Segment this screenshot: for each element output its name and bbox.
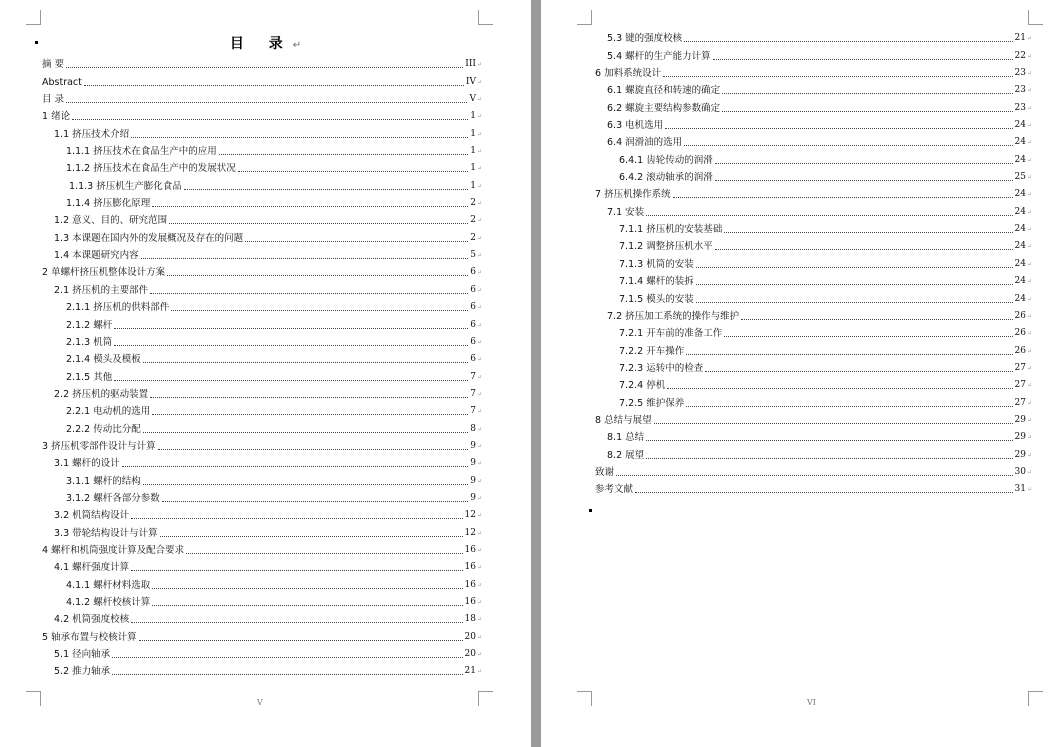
toc-entry[interactable]: [595, 62, 1032, 79]
toc-entry-page-number: 23 ↵: [1015, 103, 1032, 114]
toc-entry-label: 2.2.2 传动比分配: [66, 423, 141, 435]
toc-dot-leader: [696, 283, 1013, 285]
crop-mark-top-left: [26, 10, 41, 25]
toc-dot-leader: [143, 361, 469, 363]
toc-entry[interactable]: [42, 400, 482, 417]
toc-dot-leader: [654, 422, 1013, 424]
toc-dot-leader: [219, 153, 469, 155]
toc-entry-page-number: 1 ↵: [470, 129, 482, 140]
toc-entry-label: 2 单螺杆挤压机整体设计方案: [42, 267, 166, 279]
toc-entry-page-number: 6 ↵: [470, 267, 482, 278]
toc-entry-page-number: 7 ↵: [470, 389, 482, 400]
toc-entry[interactable]: [42, 53, 482, 70]
toc-dot-leader: [684, 40, 1012, 42]
page-number-footer: VI: [807, 698, 816, 707]
toc-entry[interactable]: [42, 487, 482, 504]
toc-entry-page-number: 2 ↵: [470, 233, 482, 244]
toc-entry[interactable]: [42, 625, 482, 642]
toc-entry-page-number: 16 ↵: [465, 597, 482, 608]
toc-entry-page-number: 21 ↵: [1015, 33, 1032, 44]
toc-dot-leader: [143, 483, 469, 485]
toc-entry-page-number: 16 ↵: [465, 545, 482, 556]
toc-entry-page-number: 22 ↵: [1015, 51, 1032, 62]
toc-entry-label: 1.1.1 挤压技术在食品生产中的应用: [66, 146, 217, 158]
toc-entry-page-number: IV ↵: [466, 77, 482, 88]
toc-entry-label: 3.1.1 螺杆的结构: [66, 475, 141, 487]
toc-entry-page-number: 9 ↵: [470, 458, 482, 469]
toc-entry[interactable]: [595, 44, 1032, 61]
toc-entry-page-number: 7 ↵: [470, 406, 482, 417]
toc-entry-page-number: 18 ↵: [465, 614, 482, 625]
toc-entry-label: 致谢: [595, 466, 615, 478]
toc-dot-leader: [646, 439, 1012, 441]
toc-entry-label: 3.3 带轮结构设计与计算: [54, 527, 158, 539]
toc-entry-label: 8.2 展望: [607, 449, 645, 461]
toc-entry-page-number: 24 ↵: [1015, 120, 1032, 131]
toc-dot-leader: [158, 448, 469, 450]
document-page-right: [541, 0, 1058, 747]
toc-entry-label: 7.2.3 运转中的检查: [619, 362, 704, 374]
toc-entry[interactable]: [42, 591, 482, 608]
toc-dot-leader: [722, 110, 1012, 112]
toc-dot-leader: [72, 118, 468, 120]
toc-entry-label: 1.1 挤压技术介绍: [54, 128, 130, 140]
toc-entry[interactable]: [42, 105, 482, 122]
toc-entry-page-number: 29 ↵: [1015, 450, 1032, 461]
toc-dot-leader: [686, 353, 1012, 355]
toc-dot-leader: [667, 387, 1012, 389]
crop-mark-bottom-left: [577, 691, 592, 706]
toc-entry[interactable]: [595, 131, 1032, 148]
page-number-footer: V: [257, 698, 263, 707]
toc-entry-page-number: 26 ↵: [1015, 346, 1032, 357]
toc-entry-label: 6.4 润滑油的选用: [607, 137, 683, 149]
toc-dot-leader: [665, 127, 1012, 129]
toc-entry-label: 2.1.4 模头及模板: [66, 354, 141, 366]
toc-entry-page-number: V ↵: [469, 94, 482, 105]
toc-entry[interactable]: [42, 226, 482, 243]
toc-entry[interactable]: [42, 573, 482, 590]
toc-entry-label: 2.2 挤压机的驱动装置: [54, 388, 149, 400]
toc-entry-page-number: 29 ↵: [1015, 432, 1032, 443]
crop-mark-top-right: [1028, 10, 1043, 25]
toc-entry[interactable]: [595, 409, 1032, 426]
toc-dot-leader: [713, 58, 1013, 60]
toc-entry-page-number: 6 ↵: [470, 302, 482, 313]
toc-entry[interactable]: [42, 348, 482, 365]
toc-entry[interactable]: [595, 148, 1032, 165]
toc-entry-page-number: 27 ↵: [1015, 398, 1032, 409]
toc-entry-label: 8.1 总结: [607, 432, 645, 444]
toc-entry[interactable]: [595, 252, 1032, 269]
toc-entry[interactable]: [595, 270, 1032, 287]
toc-entry-page-number: 21 ↵: [465, 666, 482, 677]
toc-entry-label: 7.1 安装: [607, 206, 645, 218]
toc-dot-leader: [114, 327, 468, 329]
toc-entry[interactable]: [42, 435, 482, 452]
toc-entry[interactable]: [42, 643, 482, 660]
toc-entry[interactable]: [595, 114, 1032, 131]
toc-entry[interactable]: [42, 521, 482, 538]
toc-entry-page-number: 30 ↵: [1015, 467, 1032, 478]
toc-entry[interactable]: [42, 331, 482, 348]
toc-entry-page-number: 9 ↵: [470, 493, 482, 504]
toc-dot-leader: [122, 465, 469, 467]
toc-entry-label: 4.2 机筒强度校核: [54, 614, 130, 626]
toc-entry-page-number: 23 ↵: [1015, 68, 1032, 79]
toc-dot-leader: [684, 144, 1012, 146]
toc-entry[interactable]: [595, 200, 1032, 217]
toc-entry-label: 4 螺杆和机筒强度计算及配合要求: [42, 544, 185, 556]
toc-entry-label: 3 挤压机零部件设计与计算: [42, 440, 156, 452]
toc-entry-page-number: 6 ↵: [470, 285, 482, 296]
toc-entry-label: 2.1 挤压机的主要部件: [54, 284, 149, 296]
toc-entry-label: 5 轴承布置与校核计算: [42, 631, 137, 643]
toc-entry[interactable]: [595, 322, 1032, 339]
toc-entry-label: 2.2.1 电动机的选用: [66, 406, 151, 418]
toc-entry-label: 3.2 机筒结构设计: [54, 510, 130, 522]
toc-entry-page-number: 9 ↵: [470, 441, 482, 452]
toc-dot-leader: [66, 66, 463, 68]
toc-entry-label: 7.1.4 螺杆的装拆: [619, 276, 694, 288]
toc-entry-page-number: 16 ↵: [465, 562, 482, 573]
toc-entry[interactable]: [42, 556, 482, 573]
toc-entry[interactable]: [595, 391, 1032, 408]
toc-entry-page-number: 1 ↵: [470, 181, 482, 192]
toc-entry-page-number: 9 ↵: [470, 476, 482, 487]
toc-entry-page-number: 24 ↵: [1015, 241, 1032, 252]
toc-entry-page-number: 26 ↵: [1015, 328, 1032, 339]
toc-dot-leader: [162, 500, 469, 502]
toc-entry-page-number: 26 ↵: [1015, 311, 1032, 322]
toc-entry-page-number: 8 ↵: [470, 424, 482, 435]
toc-dot-leader: [160, 535, 463, 537]
toc-dot-leader: [152, 205, 468, 207]
toc-entry[interactable]: [42, 365, 482, 382]
toc-dot-leader: [722, 92, 1012, 94]
toc-dot-leader: [186, 552, 462, 554]
toc-entry[interactable]: [42, 192, 482, 209]
toc-entry-label: 1.1.3 挤压机生产膨化食品: [69, 180, 182, 192]
toc-dot-leader: [150, 292, 468, 294]
paragraph-mark: [589, 509, 592, 512]
toc-dot-leader: [131, 517, 462, 519]
toc-entry-label: 7.1.3 机筒的安装: [619, 258, 694, 270]
toc-dot-leader: [724, 231, 1012, 233]
toc-dot-leader: [171, 309, 468, 311]
toc-dot-leader: [635, 491, 1013, 493]
toc-entry[interactable]: [42, 174, 482, 191]
toc-entry-label: 1.4 本课题研究内容: [54, 250, 139, 262]
toc-dot-leader: [686, 405, 1012, 407]
toc-entry[interactable]: [42, 383, 482, 400]
toc-dot-leader: [150, 396, 468, 398]
toc-entry[interactable]: [42, 140, 482, 157]
toc-entry-page-number: 20 ↵: [465, 649, 482, 660]
toc-entry[interactable]: [595, 357, 1032, 374]
toc-dot-leader: [84, 84, 464, 86]
toc-entry-page-number: 24 ↵: [1015, 207, 1032, 218]
toc-entry-label: 3.1.2 螺杆各部分参数: [66, 492, 160, 504]
toc-dot-leader: [139, 639, 463, 641]
toc-entry[interactable]: [42, 296, 482, 313]
toc-dot-leader: [646, 457, 1012, 459]
toc-entry-page-number: 1 ↵: [470, 146, 482, 157]
toc-entry-label: 2.1.3 机筒: [66, 336, 113, 348]
toc-entry-label: 2.1.1 挤压机的供料部件: [66, 302, 170, 314]
toc-entry[interactable]: [42, 539, 482, 556]
toc-entry-label: 5.4 螺杆的生产能力计算: [607, 50, 711, 62]
crop-mark-bottom-right: [478, 691, 493, 706]
toc-entry[interactable]: [595, 218, 1032, 235]
crop-mark-bottom-right: [1028, 691, 1043, 706]
toc-entry-label: 6.1 螺旋直径和转速的确定: [607, 85, 721, 97]
toc-entry-page-number: 24 ↵: [1015, 294, 1032, 305]
toc-entry-page-number: 6 ↵: [470, 320, 482, 331]
toc-entry-label: 7.1.2 调整挤压机水平: [619, 241, 713, 253]
toc-dot-leader: [152, 587, 462, 589]
toc-entry-label: 6.4.1 齿轮传动的润滑: [619, 154, 713, 166]
toc-dot-leader: [143, 431, 469, 433]
toc-entry-page-number: 24 ↵: [1015, 189, 1032, 200]
toc-entry[interactable]: [42, 660, 482, 677]
toc-entry-page-number: 1 ↵: [470, 111, 482, 122]
crop-mark-top-right: [478, 10, 493, 25]
toc-entry-label: 目 录: [42, 94, 65, 106]
toc-entry[interactable]: [595, 478, 1032, 495]
toc-entry-page-number: 29 ↵: [1015, 415, 1032, 426]
toc-entry[interactable]: [595, 426, 1032, 443]
toc-dot-leader: [169, 222, 468, 224]
toc-dot-leader: [663, 75, 1012, 77]
toc-entry[interactable]: [42, 278, 482, 295]
toc-entry[interactable]: [42, 209, 482, 226]
toc-entry[interactable]: [595, 305, 1032, 322]
toc-entry-page-number: 27 ↵: [1015, 380, 1032, 391]
toc-dot-leader: [141, 257, 469, 259]
toc-entry-page-number: 7 ↵: [470, 372, 482, 383]
toc-entry[interactable]: [42, 261, 482, 278]
toc-entry-page-number: 23 ↵: [1015, 85, 1032, 96]
toc-dot-leader: [724, 335, 1012, 337]
toc-entry[interactable]: [42, 452, 482, 469]
toc-dot-leader: [131, 621, 462, 623]
toc-entry-page-number: 2 ↵: [470, 215, 482, 226]
toc-dot-leader: [131, 569, 462, 571]
toc-entry-label: 5.2 推力轴承: [54, 666, 111, 678]
toc-dot-leader: [715, 162, 1013, 164]
toc-list-left: [42, 53, 482, 677]
toc-list-right: [595, 27, 1032, 495]
toc-entry-label: 7.2.2 开车操作: [619, 345, 685, 357]
toc-entry[interactable]: [42, 313, 482, 330]
toc-entry[interactable]: [42, 608, 482, 625]
toc-dot-leader: [66, 101, 467, 103]
toc-entry-page-number: 24 ↵: [1015, 259, 1032, 270]
toc-entry-label: 6.3 电机选用: [607, 120, 664, 132]
toc-dot-leader: [238, 170, 469, 172]
toc-entry-label: 1 绪论: [42, 111, 71, 123]
toc-entry[interactable]: [42, 417, 482, 434]
toc-entry[interactable]: [42, 88, 482, 105]
toc-dot-leader: [131, 136, 468, 138]
toc-entry-page-number: 25 ↵: [1015, 172, 1032, 183]
toc-entry-page-number: 6 ↵: [470, 354, 482, 365]
toc-dot-leader: [616, 474, 1013, 476]
toc-entry-page-number: 16 ↵: [465, 580, 482, 591]
toc-entry[interactable]: [42, 504, 482, 521]
toc-dot-leader: [696, 301, 1013, 303]
toc-title: 目 录↵: [229, 36, 302, 52]
toc-entry-page-number: 24 ↵: [1015, 276, 1032, 287]
toc-entry-label: 1.2 意义、目的、研究范围: [54, 215, 168, 227]
toc-dot-leader: [646, 214, 1012, 216]
toc-entry-label: 5.1 径向轴承: [54, 649, 111, 661]
toc-entry-label: 7.2 挤压加工系统的操作与维护: [607, 310, 740, 322]
toc-dot-leader: [152, 413, 468, 415]
toc-entry-label: 8 总结与展望: [595, 414, 652, 426]
toc-entry[interactable]: [595, 96, 1032, 113]
toc-entry[interactable]: [42, 70, 482, 87]
toc-entry-page-number: 12 ↵: [465, 510, 482, 521]
toc-entry[interactable]: [595, 79, 1032, 96]
toc-dot-leader: [114, 344, 468, 346]
toc-entry-label: 7.1.5 模头的安装: [619, 293, 694, 305]
toc-entry-page-number: 24 ↵: [1015, 137, 1032, 148]
toc-entry[interactable]: [42, 157, 482, 174]
toc-entry-page-number: 24 ↵: [1015, 155, 1032, 166]
crop-mark-top-left: [577, 10, 592, 25]
toc-entry-page-number: 31 ↵: [1015, 484, 1032, 495]
toc-dot-leader: [715, 179, 1013, 181]
toc-entry-page-number: 2 ↵: [470, 198, 482, 209]
toc-entry-label: 参考文献: [595, 484, 634, 496]
toc-entry[interactable]: [595, 339, 1032, 356]
toc-entry[interactable]: [595, 183, 1032, 200]
toc-entry-label: 7.2.4 停机: [619, 380, 666, 392]
toc-entry-label: 5.3 键的强度校核: [607, 33, 683, 45]
toc-dot-leader: [114, 379, 468, 381]
toc-entry-page-number: 5 ↵: [470, 250, 482, 261]
toc-entry[interactable]: [595, 287, 1032, 304]
toc-dot-leader: [184, 188, 469, 190]
toc-dot-leader: [245, 240, 468, 242]
toc-entry-label: 摘 要: [42, 59, 65, 71]
toc-entry[interactable]: [595, 374, 1032, 391]
toc-entry-page-number: 27 ↵: [1015, 363, 1032, 374]
toc-entry-label: Abstract: [42, 76, 82, 88]
crop-mark-bottom-left: [26, 691, 41, 706]
toc-entry[interactable]: [595, 461, 1032, 478]
toc-entry-label: 7.2.5 维护保养: [619, 397, 685, 409]
toc-entry-label: 2.1.2 螺杆: [66, 319, 113, 331]
toc-entry-page-number: 12 ↵: [465, 528, 482, 539]
toc-entry-page-number: 6 ↵: [470, 337, 482, 348]
toc-entry-label: 1.1.2 挤压技术在食品生产中的发展状况: [66, 163, 236, 175]
toc-entry[interactable]: [42, 122, 482, 139]
toc-entry-label: 4.1 螺杆强度计算: [54, 562, 130, 574]
toc-entry[interactable]: [42, 469, 482, 486]
toc-entry[interactable]: [595, 443, 1032, 460]
toc-entry-label: 3.1 螺杆的设计: [54, 458, 120, 470]
toc-entry[interactable]: [595, 27, 1032, 44]
toc-dot-leader: [705, 370, 1012, 372]
toc-dot-leader: [152, 604, 462, 606]
toc-entry-page-number: 20 ↵: [465, 632, 482, 643]
toc-dot-leader: [112, 656, 462, 658]
toc-entry-page-number: III ↵: [465, 59, 482, 70]
toc-entry-label: 6 加料系统设计: [595, 68, 662, 80]
toc-dot-leader: [167, 274, 468, 276]
toc-entry[interactable]: [595, 166, 1032, 183]
toc-dot-leader: [112, 673, 462, 675]
toc-entry-label: 6.4.2 滚动轴承的润滑: [619, 172, 713, 184]
toc-entry-page-number: 24 ↵: [1015, 224, 1032, 235]
toc-dot-leader: [741, 318, 1012, 320]
toc-dot-leader: [696, 266, 1013, 268]
toc-entry-label: 7 挤压机操作系统: [595, 189, 671, 201]
toc-entry-label: 6.2 螺旋主要结构参数确定: [607, 102, 721, 114]
toc-entry-label: 7.2.1 开车前的准备工作: [619, 328, 723, 340]
toc-entry[interactable]: [42, 244, 482, 261]
toc-dot-leader: [673, 196, 1013, 198]
toc-entry-label: 4.1.2 螺杆校核计算: [66, 597, 151, 608]
toc-entry-label: 2.1.5 其他: [66, 371, 113, 383]
toc-entry-label: 4.1.1 螺杆材料选取: [66, 579, 151, 591]
toc-entry[interactable]: [595, 235, 1032, 252]
toc-entry-label: 7.1.1 挤压机的安装基础: [619, 224, 723, 236]
toc-entry-label: 1.3 本课题在国内外的发展概况及存在的问题: [54, 232, 244, 244]
toc-entry-label: 1.1.4 挤压膨化原理: [66, 198, 151, 210]
toc-entry-page-number: 1 ↵: [470, 163, 482, 174]
toc-dot-leader: [715, 248, 1013, 250]
